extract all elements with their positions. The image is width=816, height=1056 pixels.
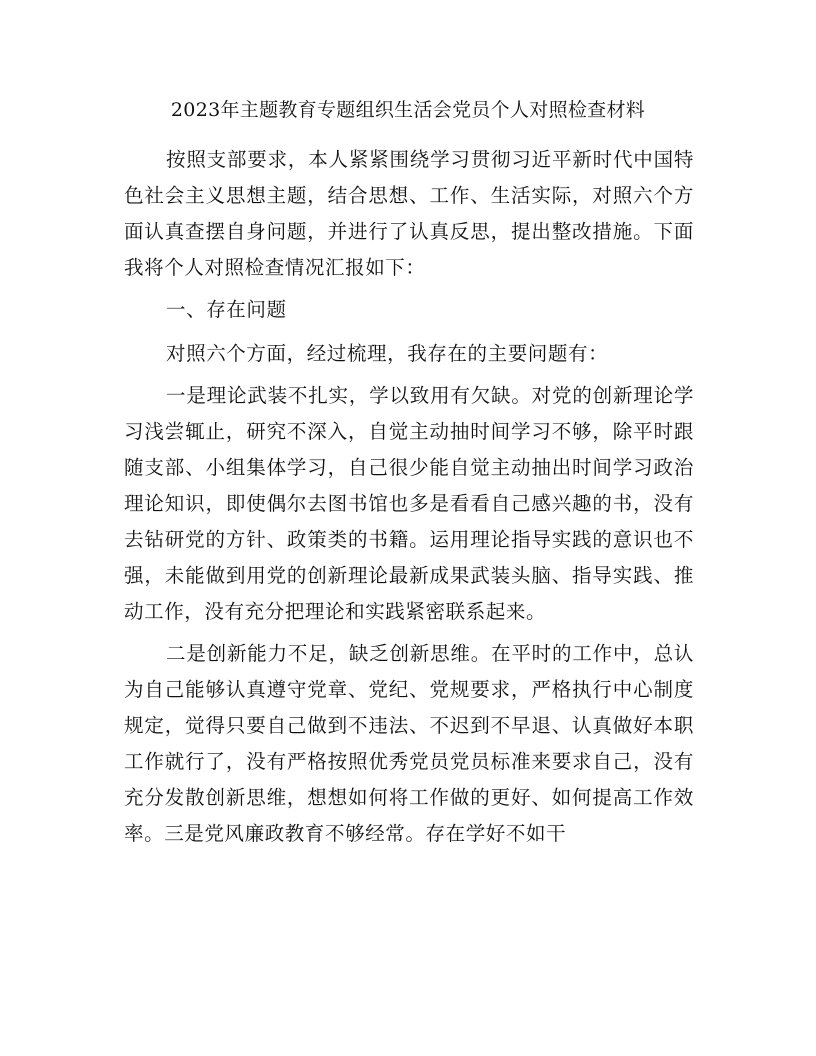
document-body (124, 142, 694, 858)
problem-one-paragraph: 一是理论武装不扎实，学以致用有欠缺。对党的创新理论学习浅尝辄止，研究不深入，自觉主动抽时间学习不够，除平时跟随支部、小组集体学习，自己很少能自觉主动抽出时间学习政治理论知识，即使偶尔去图书馆也多是看看自己感兴趣的书，没有去钻研党的方针、政策类的书籍。运用理论指导实践的意识也不强，未能做到用党的创新理论最新成果武装头脑、指导实践、推动工作，没有充分把理论和实践紧密联系起来。 (124, 384, 694, 623)
problems-lead-paragraph: 对照六个方面，经过梳理，我存在的主要问题有： (166, 342, 609, 365)
problem-two-paragraph: 二是创新能力不足，缺乏创新思维。在平时的工作中，总认为自己能够认真遵守党章、党纪、党规要求，严格执行中心制度规定，觉得只要自己做到不违法、不迟到不早退、认真做好本职工作就行了，没有严格按照优秀党员党员标准来要求自己，没有充分发散创新思维，想想如何将工作做的更好、如何提高工作效率。三是党风廉政教育不够经常。存在学好不如干 (124, 642, 694, 845)
document-title: 2023年主题教育专题组织生活会党员个人对照检查材料 (170, 99, 646, 121)
section-heading-existing-problems: 一、存在问题 (166, 298, 287, 321)
intro-paragraph: 按照支部要求，本人紧紧围绕学习贯彻习近平新时代中国特色社会主义思想主题，结合思想、工作、生活实际，对照六个方面认真查摆自身问题，并进行了认真反思，提出整改措施。下面我将个人对照检查情况汇报如下： (124, 148, 694, 279)
